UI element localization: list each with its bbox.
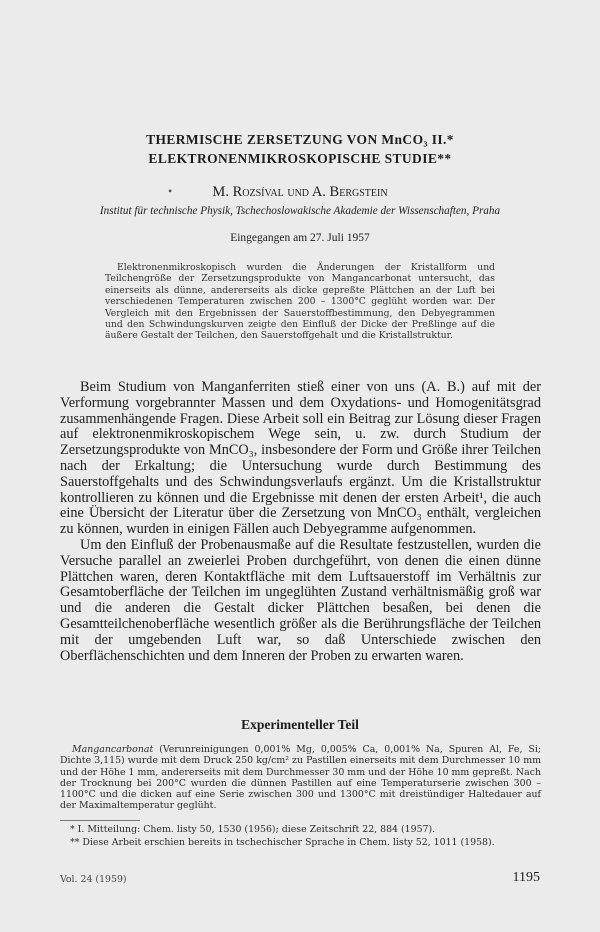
affiliation: Institut für technische Physik, Tschechoslowakische Akademie der Wissenschaften, Praha xyxy=(99,205,501,217)
footnotes xyxy=(70,823,540,849)
paragraph-2: Um den Einfluß der Probenausmaße auf die Resultate festzustellen, wurden die Versuche parallel an zweierlei Proben durchgeführt, von denen die einen dünne Plättchen waren, deren Kontaktfläche mit dem Luftsauerstoff im Verhältnis zur Gesamtoberfläche der Teilchen im ungeglühten Zustand verhältnismäßig groß war und die anderen die Gestalt dicker Plättchen besaßen, bei denen die Gesamtteilchenoberfläche wesentlich größer als die Berührungsfläche der Teilchen mit der umgebenden Luft war, so daß Unterschiede zwischen den Oberflächenschichten und dem Inneren der Proben zu erwarten waren. xyxy=(60,536,541,664)
footnote-rule xyxy=(60,820,140,821)
decorative-dot: • xyxy=(168,184,173,198)
page-number: 1195 xyxy=(512,870,540,885)
volume-info: Vol. 24 (1959) xyxy=(60,874,127,885)
authors-text: M. Rozsíval und A. Bergstein xyxy=(212,184,388,200)
abstract xyxy=(105,262,495,342)
title-line-1: THERMISCHE ZERSETZUNG VON MnCO₃ II.* xyxy=(146,132,454,147)
experimental-body: (Verunreinigungen 0,001% Mg, 0,005% Ca, 0,001% Na, Spuren Al, Fe, Si; Dichte 3,115) wurde mit dem Druck 250 kg/cm² zu Pastillen einerseits mit dem Durchmesser 10 mm und der Höhe 1 mm, andererseits mit dem Durchmesser 30 mm und der Höhe 10 mm gepreßt. Nach der Trocknung bei 200°C wurden die dünnen Pastillen auf eine Temperaturserie zwischen 300 – 1100°C und die dicken auf eine Serie zwischen 300 und 1300°C mit dreistündiger Haltedauer auf der Maximaltemperatur geglüht. xyxy=(60,744,541,812)
authors xyxy=(60,184,540,201)
title-line-2: ELEKTRONENMIKROSKOPISCHE STUDIE** xyxy=(148,151,452,166)
footnote-1: * I. Mitteilung: Chem. listy 50, 1530 (1956); diese Zeitschrift 22, 884 (1957). xyxy=(70,824,436,835)
experimental-term: Mangancarbonat xyxy=(72,744,154,755)
paragraph-1: Beim Studium von Manganferriten stieß einer von uns (A. B.) auf mit der Verformung vorgebrannter Massen und dem Oxydations- und Homogenitätsgrad zusammenhängende Fragen. Diese Arbeit soll ein Beitrag zur Lösung dieser Fragen auf elektronenmikroskopischem Wege sein, u. zw. durch Studium der Zersetzungsprodukte von MnCO₃, insbesondere der Form und Größe ihrer Teilchen nach der Erkaltung; die Untersuchung wurde durch Bestimmung des Sauerstoffgehalts und des Schwindungsverlaufs ergänzt. Um die Kristallstruktur kontrollieren zu können und die Ergebnisse mit denen der ersten Arbeit¹, die auch eine Übersicht der Literatur über die Zersetzung von MnCO₃ enthält, vergleichen zu können, wurden in einigen Fällen auch Debyegramme aufgenommen. xyxy=(60,379,541,538)
abstract-text: Elektronenmikroskopisch wurden die Änderungen der Kristallform und Teilchengröße der Zersetzungsprodukte von Mangancarbonat untersucht, das einerseits als dünne, andererseits als dicke gepreßte Plättchen an der Luft bei verschiedenen Temperaturen zwischen 200 – 1300°C geglüht worden war. Der Vergleich mit den Ergebnissen der Sauerstoffbestimmung, den Debyegrammen und den Schwindungskurven zeigte den Einfluß der Dicke der Preßlinge auf die äußere Gestalt der Teilchen, den Sauerstoffgehalt und die Kristallstruktur. xyxy=(105,262,495,342)
footnote-2: ** Diese Arbeit erschien bereits in tschechischer Sprache in Chem. listy 52, 1011 (1958). xyxy=(70,837,495,848)
experimental-text xyxy=(60,744,541,812)
received-date: Eingegangen am 27. Juli 1957 xyxy=(230,232,370,244)
experimental-paragraph xyxy=(60,744,541,812)
body-text xyxy=(60,380,541,664)
section-heading: Experimenteller Teil xyxy=(241,717,359,732)
